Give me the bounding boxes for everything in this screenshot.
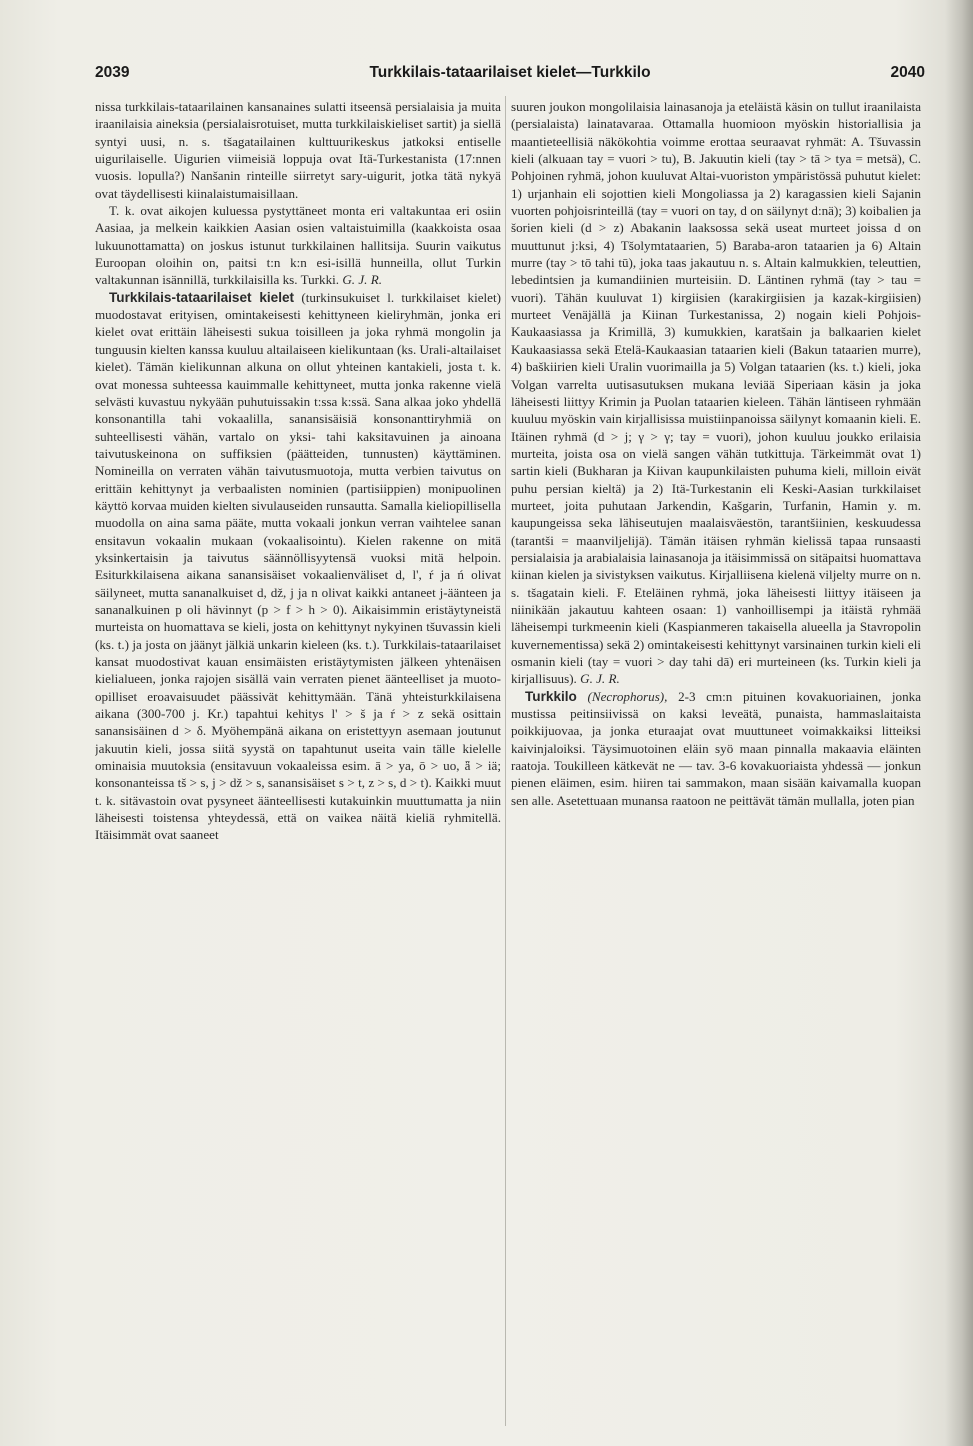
paragraph-text: suuren joukon mongolilaisia lainasanoja ja eteläistä käsin on tullut iraanilaista (persialaista) lainatavaraa. Ottamalla huomioon myöskin historiallisia ja maantieteellisiä näkökohtia voimme erottaa seuraavat ryhmät: A. Tšuvassin kieli (alkuaan tay = vuori > tu), B. Jakuutin kieli (tay > tā > tya = metsä), C. Pohjoinen ryhmä, johon kuuluvat Altai-vuoriston ympäristössä puhutut kielet: 1) urjanhain eli sojottien kieli Mongoliassa ja 2) karagassien kieli Sajanin vuorten pohjoisrinteillä (tay = vuori on tay, d on säilynyt d:nä); 3) koibalien ja šorien kieli (d > z) Abakanin laaksossa sekä useat murteet joissa d on muuttunut j:ksi, 4) Tšolymtataarien, 5) Baraba-aron tataarien ja 6) Altain murre (tay > tō tahi tū), joka taas jakautuu n. s. Altain kalmukkien, teleuttien, lebedintsien ja kumandiinien murteisiin. D. Läntinen ryhmä (tay > tau = vuori). Tähän kuuluvat 1) kirgiisien (karakirgiisien ja kazak-kirgiisien) murteet Venäjällä ja Kiinan Turkestanissa, 2) nogain kieli Pohjois-Kaukaasiassa ja Krimillä, 3) kumukkien, karatšain ja balkaarien kielet Kaukaasiassa sekä Etelä-Kaukaasian tataarien kieli (Bakun tataarien murre), 4) baškiirien kieli Uralin vuorimailla ja 5) Volgan tataarien (ks. t.) kieli, joka Volgan varrelta uutisasutuksen mukana leviää Siperiaan käsin ja joka läheisesti liittyy Krimin ja Puolan tataarien kieleen. Tähän läntiseen ryhmään kuuluu myöskin vain kirjallisissa muistiinpanoissa säilynyt komaanin kieli. E. Itäinen ryhmä (d > j; γ > γ; tay = vuori), johon kuuluu joukko erilaisia murteita, joista osa on vielä sangen vähän tutkittuja. Tärkeimmät ovat 1) sartin kieli (Bukharan ja Kiivan kaupunkilaisten puhuma kieli, milloin eivät puhu persian kieltä) ja 2) Itä-Turkestanin eli Keski-Aasian turkkilaiset murteet, joita puhutaan Jarkendin, Kašgarin, Turfanin, Hamin y. m. kaupungeissa seka lähiseutujen maalaisväestön, tarantšiinien, keskuudessa (tarantši = maanviljelijä). Tämän itäisen ryhmän kielissä tapaa runsaasti persialaisia ja arabialaisia lainasanoja ja itäisimmissä on sitäpaitsi huomattava kiinan kielen ja sivistyksen vaikutus. Kirjalliisena kielenä viljelty murre on n. s. tšagatain kieli. F. Eteläinen ryhmä, joka läheisesti liittyy itäiseen ja niinikään jakautuu kahteen osaan: 1) vanhoillisempi ja itäistä ryhmää läheisempi turkmeenin kieli (Kaspianmeren takaisella alueella ja Stavropolin kuvernementissa) sekä 2) omintakeisesti kehittynyt varsinainen turkin kieli eli osmanin kieli (tay = vuori > day tahi dā) eri murteineen (ks. Turkin kieli ja kirjallisuus).	[511, 99, 921, 687]
paragraph-text: T. k. ovat aikojen kuluessa pystyttäneet monta eri valtakuntaa eri osiin Aasiaa, ja melkein kaikkien Aasian osien valtaistuimilla (kaakkoista osaa lukuunottamatta) on joskus istunut turkkilainen hallitsija. Suurin vaikutus Euroopan oloihin on, paitsi t:n k:n esi-isillä hunneilla, ollut Turkin valtakunnan isännillä, turkkilaisilla ks. Turkki.	[95, 203, 501, 288]
left-page-number: 2039	[95, 64, 130, 81]
article-entry	[95, 289, 501, 844]
right-page-number: 2040	[890, 64, 925, 81]
article-text: 2-3 cm:n pituinen kovakuoriainen, jonka mustissa peitinsiivissä on kaksi leveätä, punaista, hammaslaitaista poikkijuovaa, ja jonka eturaajat ovat muuttuneet voimakkaiksi litteiksi kaivinjaloiksi. Täysimuotoinen eläin syö maan pinnalla makaavia eläinten raatoja. Toukilleen kätkevät ne — tav. 3-6 kovakuoriaista yhdessä — jonkun pienen eläimen, esim. hiiren tai sammakon, maan sisään kaivamalla kuopan sen alle. Asetettuaan munansa raatoon ne peittävät tämän mullalla, joten pian	[511, 688, 921, 808]
right-column	[511, 98, 921, 1428]
latin-name: (Necrophorus),	[587, 688, 668, 704]
paragraph	[511, 98, 921, 688]
article-text: (turkinsukuiset l. turkkilaiset kielet) muodostavat erityisen, omintakeisesti kehittyneen kieliryhmän, jonka eri kielet ovat erittäin läheisesti sukua toisilleen ja joka ryhmä mongolin ja tunguusin kielten kanssa kuuluu altailaiseen kielikuntaan (ks. Urali-altailaiset kielet). Tämän kielikunnan alkuna on ollut yhteinen kantakieli, josta t. k. ovat monessa suhteessa kauimmalle kehittyneet, mutta jonka rakenne vielä selvästi kuvastuu nykyään puhutuissakin t:ssa k:ssä. Sana alkaa joko yhdellä konsonantilla tahi vokaalilla, sanansisäisiä konsonanttiryhmiä on suhteellisesti vähän, vartalo on yksi- tahi kaksitavuinen ja ainoana taivutuskeinona on suffiksien (päätteiden, tunnusten) käyttäminen. Nomineilla on verraten vähän taivutusmuotoja, mutta verbien taivutus on erittäin kehittynyt ja verbaalisten nominien (partisiippien) monipuolinen käyttö korvaa muiden kielten sivulauseiden runsautta. Samalla kieliopillisella muodolla on aina sama pääte, mutta vokaali jonkun verran vaihtelee sanan ensitavun vokaalin mukaan (vokaalisointu). Kielen rakenne on mitä yksinkertaisin ja taivutus säännöllisyytensä vuoksi mitä helpoin. Esiturkkilaisena aikana sanansisäiset vokaalienväliset d, l', ŕ ja ń olivat säilyneet, mutta sananalkuiset d, dž, j ja n olivat kaikki antaneet j-äänteen ja sananalkuinen p oli hävinnyt (p > f > h > 0). Aikaisimmin eristäytyneistä murteista on huomattava se kieli, josta on kehittynyt nykyinen tšuvassin kieli (ks. t.) ja josta on jäänyt jälkiä unkarin kieleen (ks. t.). Turkkilais-tataarilaiset kansat muodostivat kauan ensimäisten eristäytymisten jälkeen yhtenäisen kielialueen, jonka rajojen sisällä vain verraten pienet äänteelliset ja muoto-opilliset eroavaisuudet päässivät kehittymään. Tänä yhteisturkkilaisena aikana (300-700 j. Kr.) tapahtui kehitys l' > š ja ŕ > z sekä osittain sanansisäinen d > δ. Myöhempänä aikana on eristettyyn asemaan joutunut jakuutin kieli, jossa siitä syystä on tapahtunut useita vain tälle kielelle ominaisia muutoksia (ensitavuun vokaaleissa esim. ā > ya, ō > uo, ǟ > iä; konsonanteissa tš > s, j > dž > s, sanansisäiset s > t, z > s, d > t). Kaikki muut t. k. sitävastoin ovat pysyneet äänteellisesti kutakuinkin muuttumatta ja niin läheisesti toistensa yhteydessä, että on vaikea näitä kieliä ryhmitellä. Itäisimmät ovat saaneet	[95, 289, 501, 843]
left-column	[95, 98, 501, 1428]
paragraph	[95, 202, 501, 289]
running-title: Turkkilais-tataarilaiset kielet—Turkkilo	[369, 64, 651, 81]
article-headword: Turkkilo	[525, 688, 577, 704]
article-headword: Turkkilais-tataarilaiset kielet	[109, 289, 295, 305]
page-edge-shadow	[945, 0, 973, 1446]
author-signature: G. J. R.	[342, 272, 382, 288]
author-signature: G. J. R.	[580, 671, 620, 687]
article-entry	[511, 688, 921, 809]
column-divider	[505, 96, 506, 1426]
running-header	[95, 64, 925, 86]
paragraph: nissa turkkilais-tataarilainen kansanaines sulatti itseensä persialaisia ja muita iraanilaisia aineksia (persialaisrotuiset, mutta turkkilaiskieliset sartit) ja siellä syntyi uusi, n. s. tšagatailainen kulttuurikeskus jatkoksi entiselle uigurilaiselle. Uigurien viimeisiä loppuja ovat Itä-Turkestanista (17:nnen vuosis. lopulla?) Nanšanin rinteille siirretyt sary-uigurit, jotka tätä nykyä ovat täydellisesti kiinalaistumaisillaan.	[95, 99, 501, 201]
